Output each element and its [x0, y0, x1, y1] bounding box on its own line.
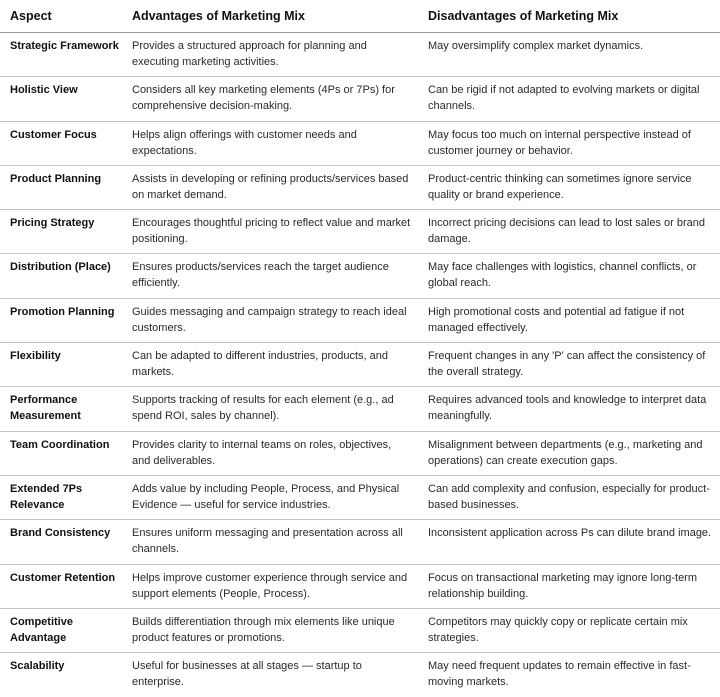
advantage-cell: Supports tracking of results for each element (e.g., ad spend ROI, sales by channel). — [132, 394, 394, 423]
table-row — [0, 33, 720, 77]
advantage-cell: Can be adapted to different industries, products, and markets. — [132, 350, 389, 379]
table-row — [0, 476, 720, 520]
disadvantage-cell: Requires advanced tools and knowledge to interpret data meaningfully. — [428, 394, 707, 423]
table-header — [0, 0, 720, 33]
header-advantages: Advantages of Marketing Mix — [132, 9, 305, 23]
aspect-cell: Distribution (Place) — [10, 261, 111, 274]
table-row — [0, 387, 720, 431]
disadvantage-cell: May focus too much on internal perspective instead of customer journey or behavior. — [428, 128, 691, 157]
table-row — [0, 565, 720, 609]
table-row — [0, 609, 720, 653]
table-row — [0, 210, 720, 254]
advantage-cell: Ensures products/services reach the target audience efficiently. — [132, 261, 389, 290]
table-row — [0, 520, 720, 564]
aspect-cell: Scalability — [10, 660, 65, 673]
advantage-cell: Provides clarity to internal teams on roles, objectives, and deliverables. — [132, 438, 392, 467]
table-row — [0, 653, 720, 697]
disadvantage-cell: May face challenges with logistics, channel conflicts, or global reach. — [428, 261, 697, 290]
disadvantage-cell: Competitors may quickly copy or replicate certain mix strategies. — [428, 615, 688, 644]
header-aspect: Aspect — [10, 9, 52, 23]
advantage-cell: Assists in developing or refining products/services based on market demand. — [132, 172, 409, 201]
table-row — [0, 432, 720, 476]
disadvantage-cell: Can be rigid if not adapted to evolving markets or digital channels. — [428, 84, 700, 113]
table-row — [0, 299, 720, 343]
disadvantage-cell: Focus on transactional marketing may ignore long-term relationship building. — [428, 571, 698, 600]
disadvantage-cell: Product-centric thinking can sometimes ignore service quality or brand experience. — [428, 172, 692, 201]
table-body — [0, 33, 720, 697]
advantage-cell: Useful for businesses at all stages — startup to enterprise. — [132, 660, 362, 689]
advantage-cell: Considers all key marketing elements (4Ps or 7Ps) for comprehensive decision-making. — [132, 84, 395, 113]
advantage-cell: Ensures uniform messaging and presentation across all channels. — [132, 527, 403, 556]
aspect-cell: Pricing Strategy — [10, 217, 95, 230]
aspect-cell: Competitive Advantage — [10, 615, 73, 644]
advantage-cell: Guides messaging and campaign strategy to reach ideal customers. — [132, 305, 407, 334]
disadvantage-cell: Incorrect pricing decisions can lead to lost sales or brand damage. — [428, 217, 705, 246]
disadvantage-cell: Frequent changes in any 'P' can affect the consistency of the overall strategy. — [428, 350, 706, 379]
aspect-cell: Customer Retention — [10, 571, 116, 584]
advantage-cell: Provides a structured approach for planning and executing marketing activities. — [132, 40, 367, 68]
table-row — [0, 254, 720, 298]
aspect-cell: Brand Consistency — [10, 527, 111, 540]
aspect-cell: Team Coordination — [10, 438, 110, 451]
disadvantage-cell: Misalignment between departments (e.g., marketing and operations) can create execution gaps. — [428, 438, 703, 467]
disadvantage-cell: May oversimplify complex market dynamics. — [428, 40, 644, 52]
advantage-cell: Helps align offerings with customer needs and expectations. — [132, 128, 357, 157]
aspect-cell: Promotion Planning — [10, 305, 115, 318]
table-row — [0, 77, 720, 121]
disadvantage-cell: Can add complexity and confusion, especially for product-based businesses. — [428, 482, 710, 511]
disadvantage-cell: May need frequent updates to remain effective in fast-moving markets. — [428, 660, 691, 689]
aspect-cell: Product Planning — [10, 172, 102, 185]
header-disadvantages: Disadvantages of Marketing Mix — [428, 9, 619, 23]
aspect-cell: Flexibility — [10, 350, 61, 363]
aspect-cell: Performance Measurement — [10, 394, 81, 423]
table-row — [0, 166, 720, 210]
aspect-cell: Strategic Framework — [10, 40, 119, 52]
aspect-cell: Holistic View — [10, 84, 78, 97]
disadvantage-cell: Inconsistent application across Ps can dilute brand image. — [428, 527, 712, 540]
advantage-cell: Encourages thoughtful pricing to reflect value and market positioning. — [132, 217, 411, 246]
table-row — [0, 122, 720, 166]
advantage-cell: Builds differentiation through mix elements like unique product features or promotions. — [132, 615, 395, 644]
disadvantage-cell: High promotional costs and potential ad fatigue if not managed effectively. — [428, 305, 685, 334]
aspect-cell: Extended 7Ps Relevance — [10, 482, 83, 511]
advantage-cell: Adds value by including People, Process, and Physical Evidence — useful for service industries. — [132, 482, 400, 511]
advantage-cell: Helps improve customer experience through service and support elements (People, Process). — [132, 571, 408, 600]
aspect-cell: Customer Focus — [10, 128, 97, 141]
table-row — [0, 343, 720, 387]
